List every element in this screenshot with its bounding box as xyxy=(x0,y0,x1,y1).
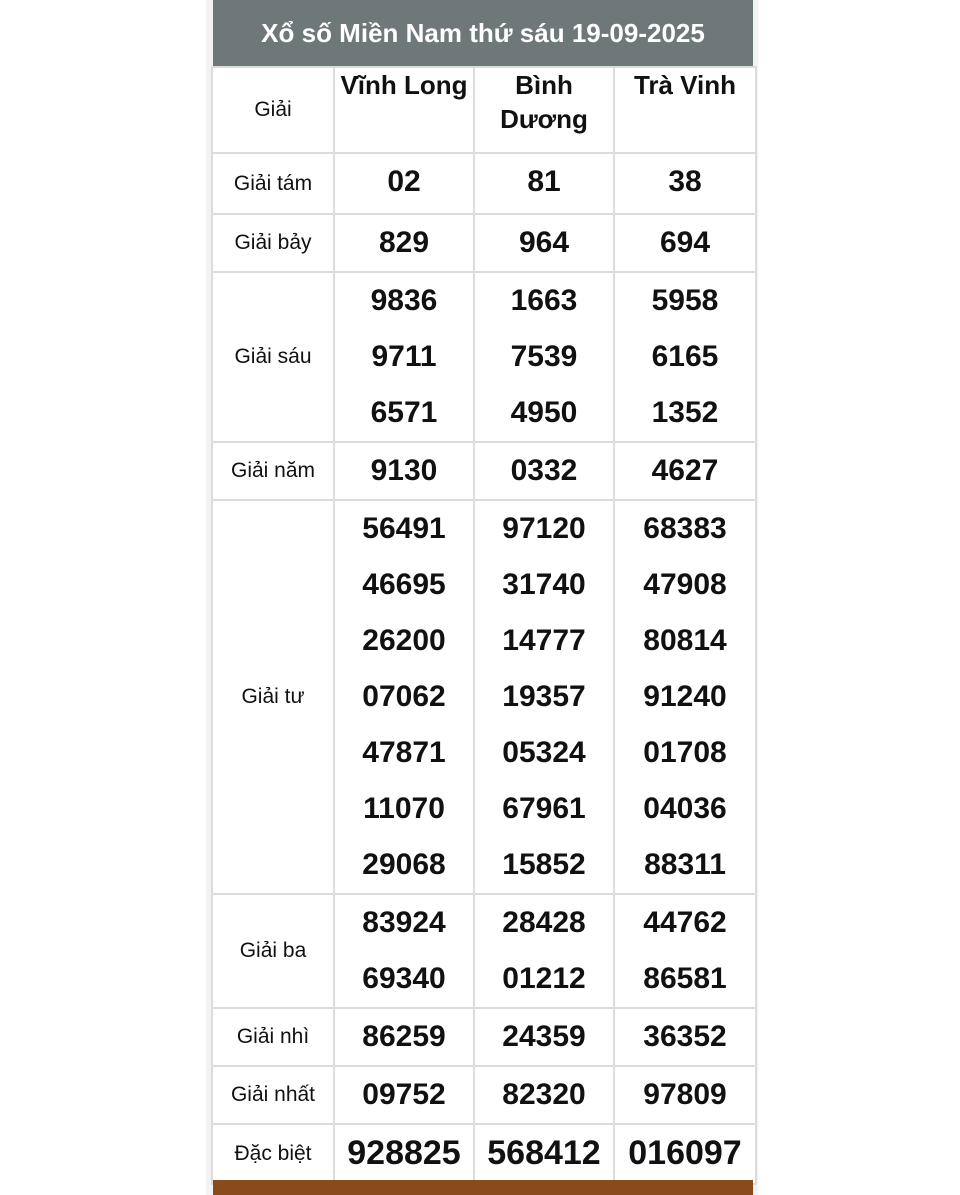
winning-number: 1663 xyxy=(510,284,578,317)
result-cell-vinh-long xyxy=(334,272,474,442)
winning-number: 6571 xyxy=(370,396,438,429)
winning-number: 81 xyxy=(527,165,561,198)
winning-number: 82320 xyxy=(502,1078,586,1111)
winning-number: 38 xyxy=(668,165,702,198)
winning-number: 97120 xyxy=(502,512,586,545)
winning-number: 9711 xyxy=(371,340,437,373)
result-cell-vinh-long xyxy=(334,894,474,1008)
result-cell-tra-vinh xyxy=(614,153,756,214)
winning-number: 46695 xyxy=(362,568,446,601)
winning-number: 97809 xyxy=(643,1078,727,1111)
result-cell-binh-duong xyxy=(474,500,614,894)
winning-number: 91240 xyxy=(643,680,727,713)
winning-number: 83924 xyxy=(362,906,446,939)
prize-label: Giải sáu xyxy=(212,272,334,442)
winning-number: 02 xyxy=(387,165,421,198)
result-cell-vinh-long xyxy=(334,153,474,214)
winning-number: 11070 xyxy=(363,792,445,825)
winning-number: 4627 xyxy=(651,454,719,487)
winning-number: 928825 xyxy=(347,1134,461,1172)
result-cell-binh-duong xyxy=(474,272,614,442)
prize-row-giai-bay xyxy=(212,214,756,272)
prize-label: Giải tám xyxy=(212,153,334,214)
prize-row-giai-nhat xyxy=(212,1066,756,1124)
winning-number: 07062 xyxy=(362,680,446,713)
result-cell-tra-vinh xyxy=(614,500,756,894)
winning-number: 7539 xyxy=(510,340,578,373)
winning-number: 67961 xyxy=(502,792,586,825)
province-header-binh-duong[interactable]: Bình Dương xyxy=(474,67,614,153)
result-cell-binh-duong xyxy=(474,1008,614,1066)
page-title: Xổ số Miền Nam thứ sáu 19-09-2025 xyxy=(213,0,753,66)
result-cell-binh-duong xyxy=(474,1066,614,1124)
winning-number: 01708 xyxy=(643,736,727,769)
prize-row-giai-sau xyxy=(212,272,756,442)
winning-number: 6165 xyxy=(651,340,719,373)
result-cell-tra-vinh xyxy=(614,1066,756,1124)
winning-number: 05324 xyxy=(502,736,586,769)
result-cell-vinh-long xyxy=(334,500,474,894)
result-cell-vinh-long xyxy=(334,1124,474,1184)
prize-row-giai-nhi xyxy=(212,1008,756,1066)
prize-row-giai-tu xyxy=(212,500,756,894)
winning-number: 29068 xyxy=(362,848,446,881)
winning-number: 86259 xyxy=(362,1020,446,1053)
winning-number: 15852 xyxy=(502,848,586,881)
winning-number: 47908 xyxy=(643,568,727,601)
winning-number: 36352 xyxy=(643,1020,727,1053)
result-cell-binh-duong xyxy=(474,894,614,1008)
result-cell-binh-duong xyxy=(474,442,614,500)
result-cell-tra-vinh xyxy=(614,1008,756,1066)
winning-number: 88311 xyxy=(644,848,726,881)
winning-number: 04036 xyxy=(643,792,727,825)
result-cell-tra-vinh xyxy=(614,1124,756,1184)
prize-row-giai-nam xyxy=(212,442,756,500)
prize-label: Giải nhất xyxy=(212,1066,334,1124)
prize-row-dac-biet xyxy=(212,1124,756,1184)
province-header-tra-vinh[interactable]: Trà Vinh xyxy=(614,67,756,153)
winning-number: 69340 xyxy=(362,962,446,995)
prize-label: Giải bảy xyxy=(212,214,334,272)
result-cell-tra-vinh xyxy=(614,442,756,500)
winning-number: 5958 xyxy=(651,284,719,317)
result-cell-binh-duong xyxy=(474,153,614,214)
winning-number: 01212 xyxy=(502,962,586,995)
winning-number: 829 xyxy=(378,226,430,259)
winning-number: 016097 xyxy=(628,1134,742,1172)
table-header-row xyxy=(212,67,756,153)
prize-label: Giải nhì xyxy=(212,1008,334,1066)
winning-number: 26200 xyxy=(362,624,446,657)
prize-label: Giải ba xyxy=(212,894,334,1008)
winning-number: 964 xyxy=(518,226,570,259)
result-cell-tra-vinh xyxy=(614,894,756,1008)
winning-number: 28428 xyxy=(502,906,586,939)
result-cell-tra-vinh xyxy=(614,214,756,272)
winning-number: 24359 xyxy=(502,1020,586,1053)
result-cell-vinh-long xyxy=(334,1066,474,1124)
result-cell-vinh-long xyxy=(334,1008,474,1066)
prize-row-giai-ba xyxy=(212,894,756,1008)
province-header-vinh-long[interactable]: Vĩnh Long xyxy=(334,67,474,153)
winning-number: 19357 xyxy=(502,680,586,713)
footer-bar xyxy=(213,1180,753,1195)
winning-number: 14777 xyxy=(502,624,586,657)
result-cell-tra-vinh xyxy=(614,272,756,442)
winning-number: 09752 xyxy=(362,1078,446,1111)
winning-number: 1352 xyxy=(651,396,719,429)
result-cell-vinh-long xyxy=(334,214,474,272)
winning-number: 9130 xyxy=(370,454,438,487)
result-cell-binh-duong xyxy=(474,1124,614,1184)
winning-number: 31740 xyxy=(502,568,586,601)
prize-label: Giải tư xyxy=(212,500,334,894)
winning-number: 44762 xyxy=(643,906,727,939)
prize-row-giai-tam xyxy=(212,153,756,214)
winning-number: 47871 xyxy=(362,736,446,769)
winning-number: 568412 xyxy=(487,1134,601,1172)
prize-column-header: Giải xyxy=(212,67,334,153)
result-cell-binh-duong xyxy=(474,214,614,272)
result-cell-vinh-long xyxy=(334,442,474,500)
winning-number: 694 xyxy=(659,226,711,259)
winning-number: 86581 xyxy=(643,962,727,995)
winning-number: 68383 xyxy=(643,512,727,545)
winning-number: 4950 xyxy=(510,396,578,429)
results-table xyxy=(211,66,757,1185)
prize-label: Giải năm xyxy=(212,442,334,500)
prize-label: Đặc biệt xyxy=(212,1124,334,1184)
winning-number: 9836 xyxy=(370,284,438,317)
winning-number: 80814 xyxy=(643,624,727,657)
winning-number: 56491 xyxy=(362,512,446,545)
winning-number: 0332 xyxy=(510,454,578,487)
